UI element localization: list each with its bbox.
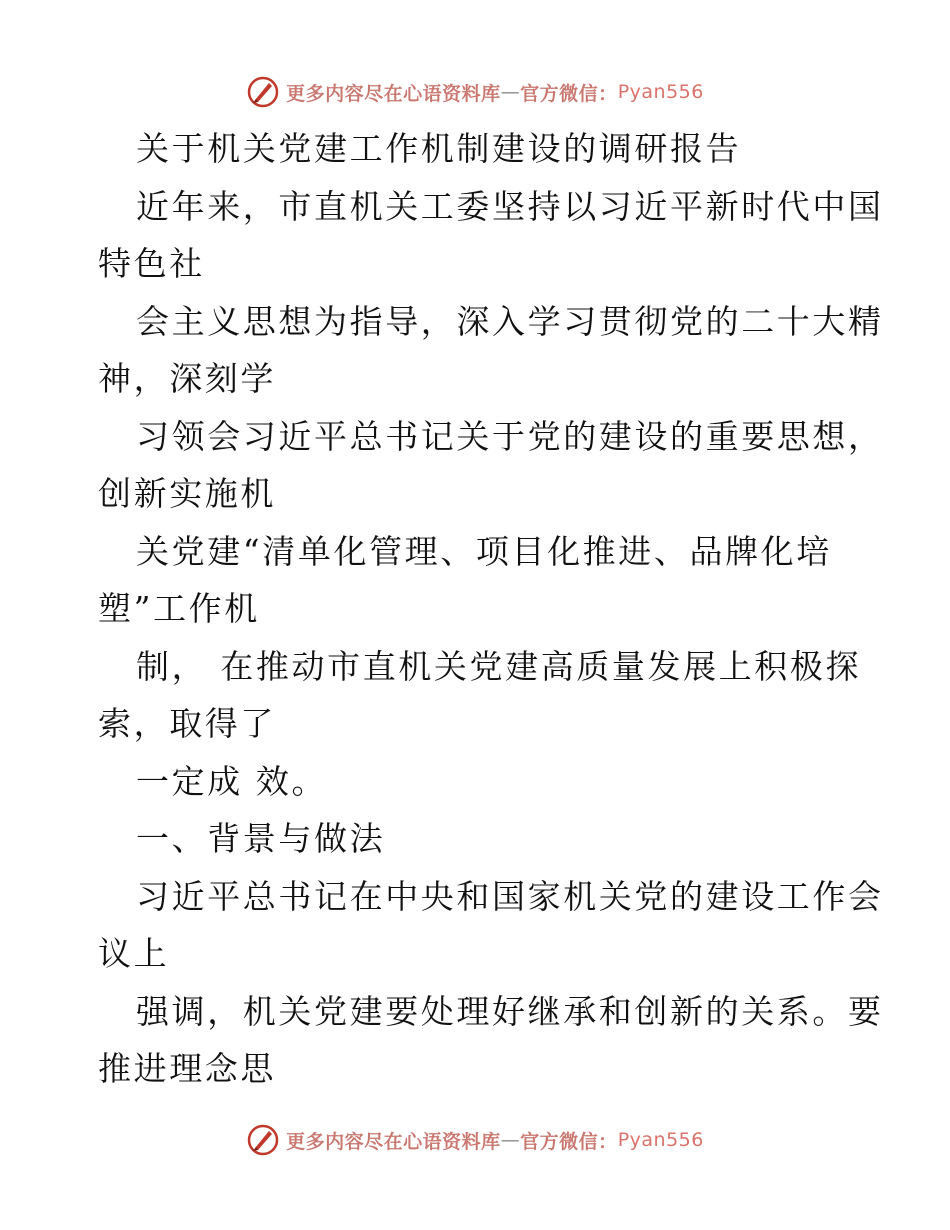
- section-heading: 一、背景与做法: [136, 819, 386, 858]
- banner-wechat-label: 官方微信：: [520, 1130, 618, 1153]
- banner-wechat-id: Pyan556: [617, 1129, 704, 1151]
- paragraph-line: 强调，机关党建要处理好继承和创新的关系。要: [136, 991, 884, 1031]
- banner-main-text: 更多内容尽在心语资料库: [286, 1130, 501, 1153]
- document-title: 关于机关党建工作机制建设的调研报告: [136, 129, 742, 168]
- paragraph-line: 制， 在推动市直机关党建高质量发展上积极探: [136, 646, 862, 686]
- footer-banner: [0, 1120, 950, 1160]
- paragraph-line: 会主义思想为指导，深入学习贯彻党的二十大精: [136, 301, 884, 341]
- document-body: [98, 120, 884, 1098]
- quill-pen-logo-icon: [246, 75, 280, 109]
- paragraph-line: 关党建“清单化管理、项目化推进、品牌化培: [136, 531, 832, 571]
- paragraph-line: 习领会习近平总书记关于党的建设的重要思想，: [136, 416, 884, 456]
- banner-dash: —: [500, 1129, 521, 1151]
- banner-dash: —: [500, 81, 521, 103]
- paragraph-line: 习近平总书记在中央和国家机关党的建设工作会: [136, 876, 884, 916]
- paragraph-line: 塑”工作机: [98, 589, 260, 628]
- paragraph-line: 特色社: [98, 244, 205, 283]
- banner-main-text: 更多内容尽在心语资料库: [286, 82, 501, 105]
- banner-text: [286, 1127, 704, 1154]
- paragraph-line: 创新实施机: [98, 474, 276, 513]
- paragraph-line: 推进理念思: [98, 1049, 276, 1088]
- quill-pen-logo-icon: [246, 1123, 280, 1157]
- header-banner: [0, 72, 950, 112]
- paragraph-line: 神，深刻学: [98, 359, 276, 398]
- banner-wechat-label: 官方微信：: [520, 82, 618, 105]
- paragraph-line: 议上: [98, 934, 170, 973]
- paragraph-line: 近年来，市直机关工委坚持以习近平新时代中国: [136, 186, 884, 226]
- banner-text: [286, 79, 704, 106]
- banner-wechat-id: Pyan556: [617, 81, 704, 103]
- paragraph-line: 索，取得了: [98, 704, 276, 743]
- paragraph-line: 一定成 效。: [136, 761, 328, 801]
